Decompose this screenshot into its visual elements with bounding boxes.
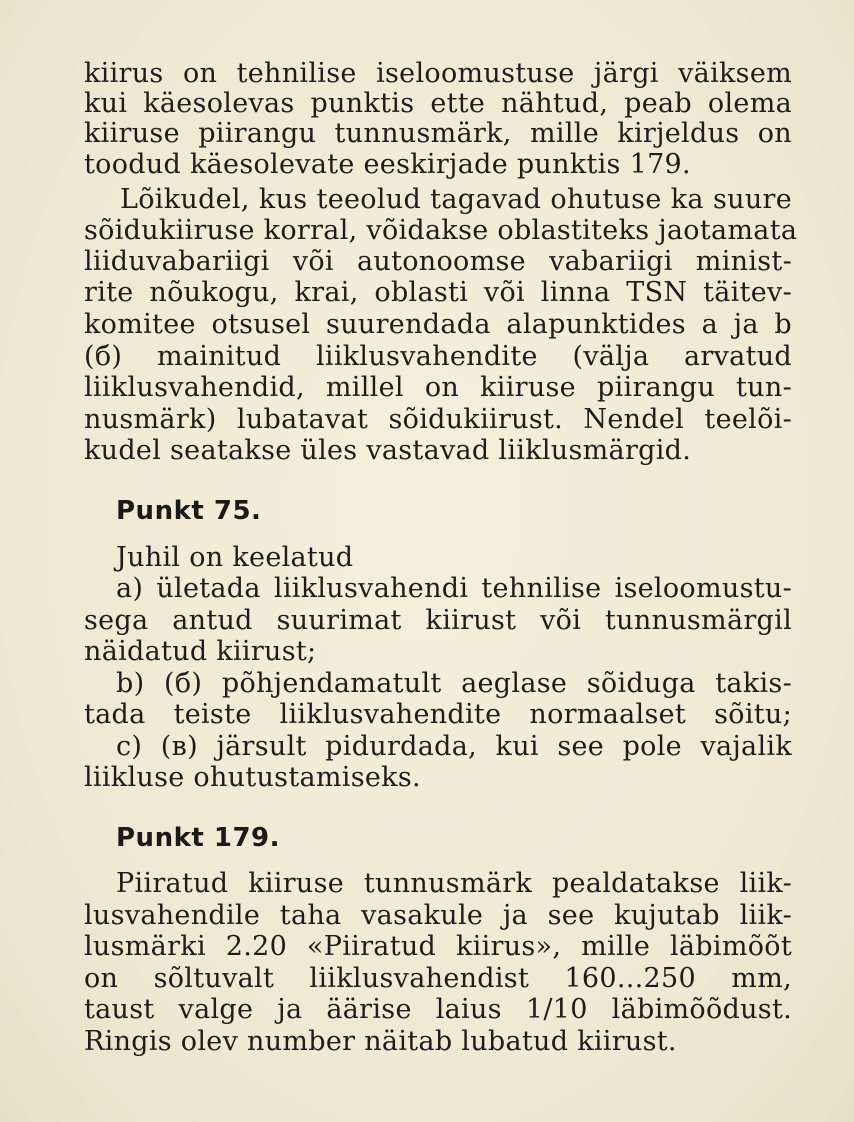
text-line: (б) mainitud liiklusvahendite (välja arvatud	[84, 341, 792, 372]
section-heading: Punkt 75.	[116, 496, 262, 526]
section-heading: Punkt 179.	[116, 823, 280, 853]
text-line: komitee otsusel suurendada alapunktides a ja b	[84, 309, 792, 340]
text-line: Juhil on keelatud	[116, 542, 354, 573]
text-line: kiiruse piirangu tunnusmärk, mille kirjeldus on	[84, 118, 792, 149]
list-item: c) (в) järsult pidurdada, kui see pole vajalik	[116, 731, 792, 762]
text-line: lusmärki 2.20 «Piiratud kiirus», mille läbimõõt	[84, 931, 792, 962]
text-line: näidatud kiirust;	[84, 636, 317, 667]
text-line: sega antud suurimat kiirust või tunnusmärgil	[84, 605, 792, 636]
text-line: sõidukiiruse korral, võidakse oblastiteks jaotamata	[84, 215, 798, 246]
text-line: kui käesolevas punktis ette nähtud, peab olema	[84, 88, 792, 119]
text-line: rite nõukogu, krai, oblasti või linna TSN täitev-	[84, 277, 792, 308]
text-line: on sõltuvalt liiklusvahendist 160...250 mm,	[84, 963, 792, 994]
text-line: kudel seatakse üles vastavad liiklusmärgid.	[84, 435, 692, 466]
text-line: Piiratud kiiruse tunnusmärk pealdatakse liik-	[116, 868, 792, 899]
text-line: lusvahendile taha vasakule ja see kujutab liik-	[84, 900, 792, 931]
text-line: liiklusvahendid, millel on kiiruse piirangu tun-	[84, 372, 792, 403]
list-item: a) ületada liiklusvahendi tehnilise iseloomustu-	[116, 573, 792, 604]
text-line: nusmärk) lubatavat sõidukiirust. Nendel teelõi-	[84, 404, 792, 435]
text-line: taust valge ja äärise laius 1/10 läbimõõdust.	[84, 994, 792, 1025]
text-line: liiduvabariigi või autonoomse vabariigi minist-	[84, 246, 792, 277]
text-line: kiirus on tehnilise iseloomustuse järgi väiksem	[84, 58, 792, 89]
text-line: toodud käesolevate eeskirjade punktis 179.	[84, 149, 691, 180]
text-line: tada teiste liiklusvahendite normaalset sõitu;	[84, 699, 792, 730]
text-line: liikluse ohutustamiseks.	[84, 762, 421, 793]
list-item: b) (б) põhjendamatult aeglase sõiduga takis-	[116, 668, 792, 699]
text-line: Ringis olev number näitab lubatud kiirust.	[84, 1026, 677, 1057]
text-line: Lõikudel, kus teeolud tagavad ohutuse ka suure	[120, 184, 792, 215]
